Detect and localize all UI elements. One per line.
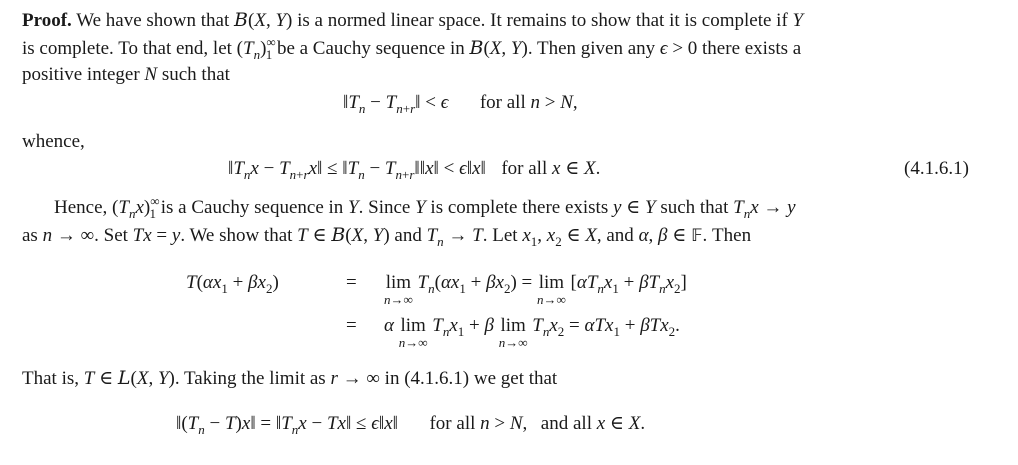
math-expr: $T_nx_2 = \alpha Tx_1 + \beta Tx_2$. [532, 315, 680, 339]
text-run: . Then given any [527, 38, 656, 59]
math-expr: B(X, Y) [469, 37, 528, 59]
math-expr: Tx = y [132, 225, 181, 246]
limit-operator: lim n→∞ [498, 315, 528, 350]
math-expr: $‖T_nx$ − $T_{n+r}x‖$ ≤ $‖T_n$ − $T_{n+r}‖‖x‖$ < ϵ‖x‖ [228, 158, 486, 182]
text-run: whence, [22, 131, 85, 152]
equation-2 [228, 157, 600, 181]
math-expr: $x_1$, $x_2$ ∈ X [522, 225, 597, 249]
text-run: . Taking the limit as [174, 368, 326, 389]
equation-3-equals-2: = [346, 315, 357, 336]
math-expr: T ∈ B(X, Y) [297, 224, 390, 246]
text-run: . We show that [180, 225, 293, 246]
math-expr: $[\alpha T_nx_1 + \beta T_nx_2]$ [570, 272, 687, 296]
limit-operator: lim n→∞ [384, 272, 413, 307]
equation-3-rhs-2 [384, 314, 680, 348]
math-expr: $T_nx \to y$ [733, 197, 796, 221]
paragraph-2-line-2 [22, 223, 751, 248]
math-expr: $T(\alpha x_1 + \beta x_2)$ [186, 272, 279, 296]
math-var: N [144, 64, 158, 85]
math-expr: $T_n \to T$ [426, 225, 483, 249]
math-expr: $(T_nx)^\infty_1$ [112, 193, 160, 221]
text-run: Hence, [54, 197, 108, 218]
text-run: , and [596, 225, 634, 246]
equation-3-lhs [186, 271, 279, 295]
equation-1 [343, 91, 578, 115]
text-run: and all [540, 413, 592, 434]
math-expr: n > N, [480, 413, 528, 434]
math-expr: $T_n(\alpha x_1 + \beta x_2)$ = [417, 272, 533, 296]
text-run: there exists a [702, 38, 802, 59]
math-expr: $T_nx_1 + \beta$ [432, 315, 494, 339]
proof-line-2 [22, 36, 801, 61]
text-run: . Set [94, 225, 128, 246]
math-expr: x ∈ X. [596, 413, 646, 434]
equation-3-equals-1: = [346, 272, 357, 293]
math-var: Y [348, 197, 359, 218]
text-run: for all [429, 413, 476, 434]
whence-line [22, 130, 85, 154]
math-expr: ϵ > 0 [659, 38, 698, 59]
text-run: is a Cauchy sequence in [160, 197, 344, 218]
text-run: such that [660, 197, 729, 218]
math-var: α [384, 315, 394, 336]
limit-operator: lim n→∞ [398, 315, 428, 350]
equation-4 [176, 412, 645, 436]
proof-heading: Proof. [22, 10, 72, 31]
text-run: is complete there exists [430, 197, 609, 218]
equation-number: (4.1.6.1) [904, 158, 969, 179]
math-expr: T ∈ L(X, Y) [83, 367, 175, 389]
math-var: Y [415, 197, 426, 218]
text-run: for all [479, 92, 526, 113]
math-expr: $(T_n)^\infty_1$ [236, 34, 276, 62]
equation-3-rhs-1 [384, 271, 687, 305]
math-expr: y ∈ Y [612, 197, 656, 218]
text-run: as [22, 225, 38, 246]
math-expr: n → ∞ [42, 225, 95, 246]
paragraph-3 [22, 366, 557, 391]
text-run: for all [501, 158, 548, 179]
math-expr: $‖T_n$ − $T_{n+r}‖ < \epsilon$ [343, 92, 449, 116]
text-run: . Let [482, 225, 518, 246]
text-run: . Since [358, 197, 411, 218]
text-run: positive integer [22, 64, 140, 85]
text-run: is complete. To that end, let [22, 38, 232, 59]
proof-line-1 [22, 8, 803, 33]
text-run: and [394, 225, 422, 246]
text-run: That is, [22, 368, 79, 389]
text-run: be a Cauchy sequence in [276, 38, 465, 59]
paragraph-2-line-1 [54, 193, 796, 221]
text-run: in (4.1.6.1) we get that [384, 368, 558, 389]
text-run: . Then [702, 225, 752, 246]
math-expr: n > N, [530, 92, 578, 113]
math-expr: B(X, Y) [234, 9, 293, 31]
math-expr: x ∈ X. [552, 158, 601, 179]
text-run: is a normed linear space. It remains to show that it is complete if [297, 10, 788, 31]
text-run: such that [161, 64, 230, 85]
math-expr: $‖(T_n$ − T)x‖ = $‖T_nx$ − Tx‖ ≤ ϵ‖x‖ [176, 413, 398, 437]
text-run: We have shown that [76, 10, 230, 31]
proof-line-3 [22, 63, 230, 87]
math-expr: r → ∞ [330, 368, 380, 389]
limit-operator: lim n→∞ [537, 272, 566, 307]
math-expr: α, β ∈ 𝔽 [638, 225, 703, 246]
math-var: Y [792, 10, 804, 31]
